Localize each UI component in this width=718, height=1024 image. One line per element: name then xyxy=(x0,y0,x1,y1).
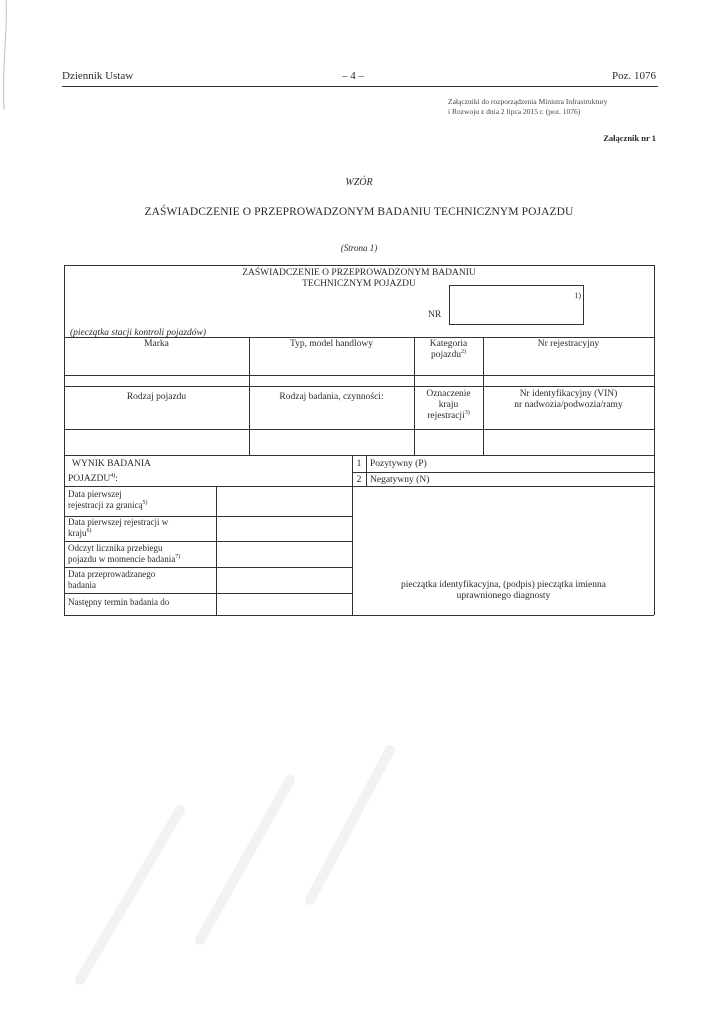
watermark-stroke xyxy=(310,750,390,900)
first-domestic-registration-text: kraju xyxy=(68,528,87,538)
option-positive-label[interactable]: Pozytywny (P) xyxy=(370,459,427,469)
header-vin-line-1: Nr identyfikacyjny (VIN) xyxy=(519,389,618,399)
scan-edge-mark xyxy=(0,0,20,120)
scan-edge-line xyxy=(4,0,7,110)
first-domestic-registration-line-2 xyxy=(68,529,92,539)
registration-number-input[interactable] xyxy=(484,376,654,386)
rule-result-options xyxy=(352,472,654,473)
inspection-kind-input[interactable] xyxy=(250,430,414,455)
first-foreign-registration-text: rejestracji za granicą xyxy=(68,500,143,510)
header-category-text: pojazdu xyxy=(430,350,462,360)
journal-name: Dziennik Ustaw xyxy=(62,70,134,82)
faint-watermark xyxy=(60,640,580,1000)
col-divider-option-number xyxy=(366,455,367,486)
first-foreign-registration-line-1: Data pierwszej xyxy=(68,489,122,499)
rule-row1-end xyxy=(64,386,654,387)
annex-number: Załącznik nr 1 xyxy=(603,133,656,143)
watermark-stroke xyxy=(200,780,290,940)
make-input[interactable] xyxy=(65,376,249,386)
odometer-reading-line-1: Odczyt licznika przebiegu xyxy=(68,543,163,553)
annex-reference xyxy=(448,97,663,117)
inspection-date-line-2: badania xyxy=(68,580,96,590)
first-domestic-registration-line-1: Data pierwszej rejestracji w xyxy=(68,517,169,527)
nr-label: NR xyxy=(428,310,442,320)
diagnostician-stamp-line-1: pieczątka identyfikacyjna, (podpis) pieczątka imienna xyxy=(401,580,606,590)
inspection-date-input[interactable] xyxy=(217,568,352,593)
category-input[interactable] xyxy=(415,376,483,386)
nr-footnote: 1) xyxy=(574,291,581,300)
first-domestic-registration-input[interactable] xyxy=(217,517,352,541)
option-positive-number: 1 xyxy=(356,459,362,469)
type-model-input[interactable] xyxy=(250,376,414,386)
diagnostician-stamp-line-2: uprawnionego diagnosty xyxy=(456,591,551,601)
result-label-text: POJAZDU xyxy=(68,474,111,484)
header-country-line-3 xyxy=(414,411,483,421)
header-vehicle-kind: Rodzaj pojazdu xyxy=(126,392,187,402)
form-border-bottom xyxy=(64,615,654,616)
annex-reference-line-1: Załączniki do rozporządzenia Ministra Infrastruktury xyxy=(448,97,608,106)
vin-input[interactable] xyxy=(484,430,654,455)
form-border-top xyxy=(64,265,654,266)
inspection-date-line-1: Data przeprowadzanego xyxy=(68,569,156,579)
first-foreign-registration-input[interactable] xyxy=(217,487,352,516)
form-border-right-lower xyxy=(654,458,655,615)
result-label-line-2 xyxy=(68,474,118,484)
result-label-colon: : xyxy=(115,474,118,484)
first-foreign-registration-footnote: 5) xyxy=(142,500,148,506)
document-title: ZAŚWIADCZENIE O PRZEPROWADZONYM BADANIU TECHNICZNYM POJAZDU xyxy=(144,206,574,218)
header-category-line-1: Kategoria xyxy=(429,339,468,349)
page-side-label: (Strona 1) xyxy=(340,243,378,253)
header-country-line-2: kraju xyxy=(438,400,459,410)
country-code-input[interactable] xyxy=(415,430,483,455)
odometer-reading-line-2 xyxy=(68,555,180,565)
header-vin-line-2: nr nadwozia/podwozia/ramy xyxy=(514,400,623,410)
watermark-stroke xyxy=(80,810,180,980)
option-negative-number: 2 xyxy=(356,475,362,485)
header-make: Marka xyxy=(144,339,169,349)
header-registration-number: Nr rejestracyjny xyxy=(537,339,600,349)
header-category-footnote: 2) xyxy=(461,348,467,355)
header-inspection-kind: Rodzaj badania, czynności: xyxy=(279,392,384,402)
form-title-line-2: TECHNICZNYM POJAZDU xyxy=(302,279,416,289)
next-inspection-label: Następny termin badania do xyxy=(68,597,170,607)
form-border-right xyxy=(654,265,655,458)
first-domestic-registration-footnote: 6) xyxy=(86,528,92,534)
header-divider xyxy=(62,86,658,87)
template-label: WZÓR xyxy=(345,177,373,188)
result-label-line-1: WYNIK BADANIA xyxy=(72,459,151,469)
position-number: Poz. 1076 xyxy=(612,70,656,82)
option-negative-label[interactable]: Negatywny (N) xyxy=(370,475,430,485)
result-label-footnote: 4) xyxy=(110,472,116,479)
page-number: – 4 – xyxy=(342,70,364,82)
certificate-form xyxy=(64,265,654,615)
next-inspection-input[interactable] xyxy=(217,594,352,615)
header-country-line-1: Oznaczenie xyxy=(426,389,471,399)
odometer-reading-input[interactable] xyxy=(217,542,352,567)
form-title-line-1: ZAŚWIADCZENIE O PRZEPROWADZONYM BADANIU xyxy=(242,268,476,278)
odometer-reading-footnote: 7) xyxy=(175,554,181,560)
vehicle-kind-input[interactable] xyxy=(65,430,249,455)
first-foreign-registration-line-2 xyxy=(68,501,147,511)
rule-headers-top xyxy=(64,337,654,338)
certificate-number-box[interactable] xyxy=(449,285,584,325)
odometer-reading-text: pojazdu w momencie badania xyxy=(68,554,176,564)
header-country-footnote: 3) xyxy=(464,409,470,416)
annex-reference-line-2: i Rozwoju z dnia 2 lipca 2015 r. (poz. 1076) xyxy=(448,107,581,116)
header-type-model: Typ, model handlowy xyxy=(290,339,373,349)
station-stamp-label: (pieczątka stacji kontroli pojazdów) xyxy=(70,328,207,338)
rule-row2-end xyxy=(64,455,654,456)
header-category-line-2 xyxy=(414,350,483,360)
header-country-text: rejestracji xyxy=(427,411,465,421)
